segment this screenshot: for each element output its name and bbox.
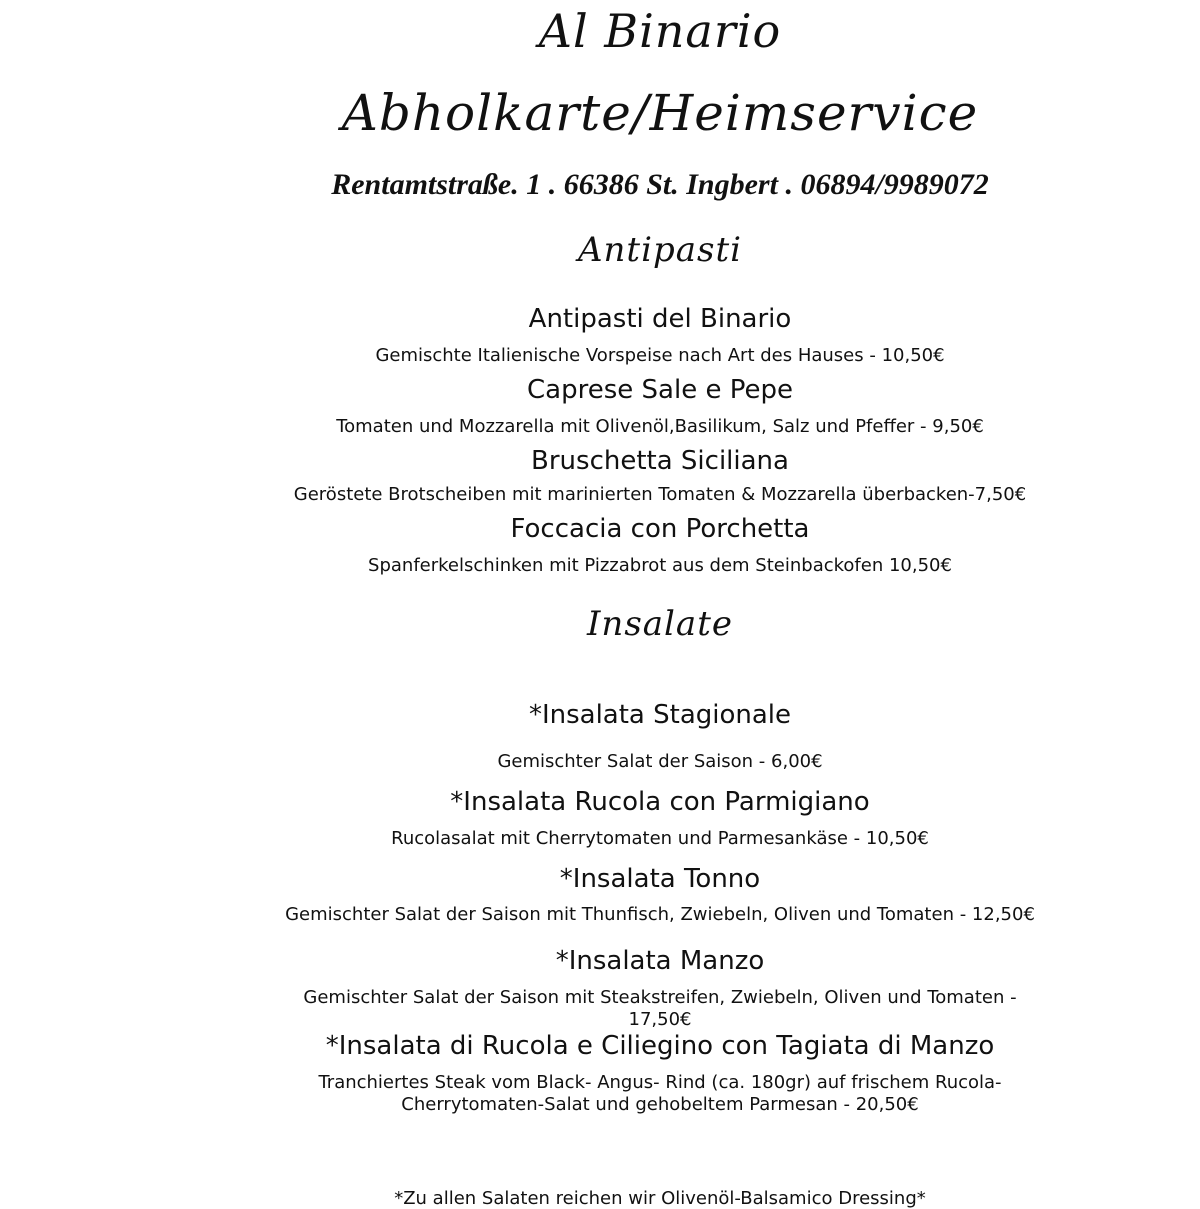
section-heading-insalate: Insalate [587,604,733,644]
dish-description: Tomaten und Mozzarella mit Olivenöl,Basilikum, Salz und Pfeffer - 9,50€ [336,416,984,437]
menu-subtitle: Abholkarte/Heimservice [341,84,979,142]
dish-name: Foccacia con Porchetta [510,514,810,544]
dish-description: Rucolasalat mit Cherrytomaten und Parmesankäse - 10,50€ [391,828,929,849]
dish-name: *Insalata di Rucola e Ciliegino con Tagiata di Manzo [325,1031,995,1061]
dish-description: Gemischter Salat der Saison mit Steakstreifen, Zwiebeln, Oliven und Tomaten - [303,987,1017,1008]
dish-name: *Insalata Stagionale [528,700,792,730]
salad-footnote: *Zu allen Salaten reichen wir Olivenöl-Balsamico Dressing* [394,1188,926,1209]
section-heading-antipasti: Antipasti [577,230,742,270]
dish-description: Gemischte Italienische Vorspeise nach Art des Hauses - 10,50€ [375,345,945,366]
restaurant-title: Al Binario [538,4,782,58]
dish-name: *Insalata Tonno [559,864,761,894]
dish-name: *Insalata Rucola con Parmigiano [450,787,870,817]
dish-description: Gemischter Salat der Saison - 6,00€ [497,751,823,772]
dish-description-cont: 17,50€ [628,1009,692,1030]
dish-description-cont: Cherrytomaten-Salat und gehobeltem Parmesan - 20,50€ [401,1094,919,1115]
dish-description: Tranchiertes Steak vom Black- Angus- Rind (ca. 180gr) auf frischem Rucola- [318,1072,1002,1093]
dish-name: *Insalata Manzo [555,946,765,976]
dish-name: Bruschetta Siciliana [531,446,789,476]
address-line: Rentamtstraße. 1 . 66386 St. Ingbert . 06894/9989072 [331,168,989,201]
dish-name: Antipasti del Binario [528,304,792,334]
dish-description: Gemischter Salat der Saison mit Thunfisch, Zwiebeln, Oliven und Tomaten - 12,50€ [285,904,1035,925]
dish-name: Caprese Sale e Pepe [527,375,793,405]
dish-description: Spanferkelschinken mit Pizzabrot aus dem Steinbackofen 10,50€ [368,555,952,576]
dish-description: Geröstete Brotscheiben mit marinierten Tomaten & Mozzarella überbacken-7,50€ [293,484,1027,505]
